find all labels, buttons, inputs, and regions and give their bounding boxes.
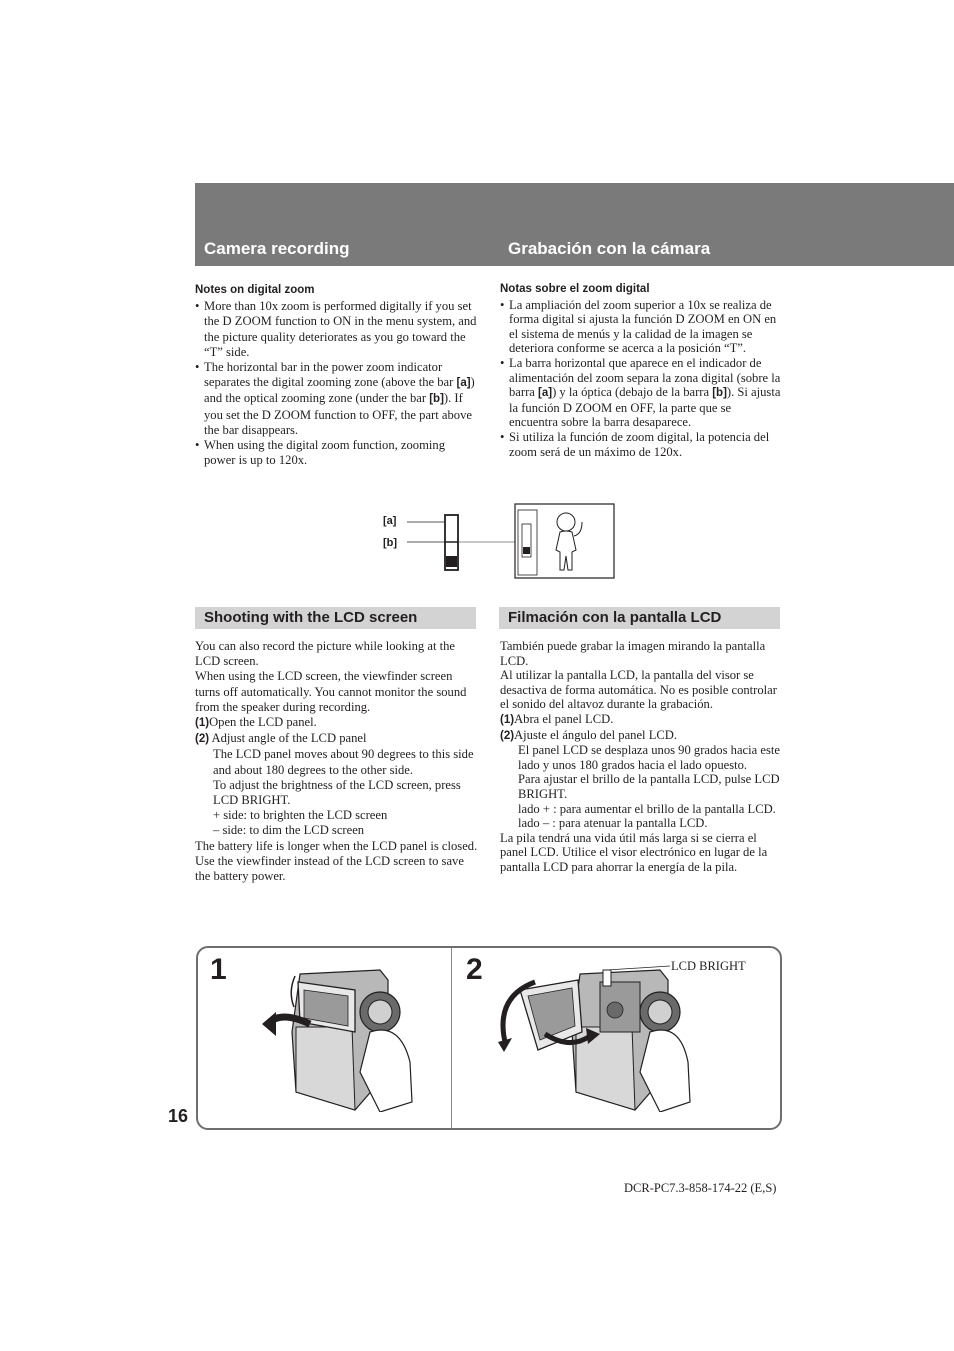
notes-heading-es: Notas sobre el zoom digital [500, 283, 650, 295]
page-number: 16 [168, 1106, 189, 1126]
note-bullet-3: • Si utiliza la función de zoom digital, la potencia del zoom será de un máximo de 120x. [500, 430, 783, 459]
subheading-en: Shooting with the LCD screen [204, 609, 418, 626]
step-number-2: 2 [466, 953, 483, 986]
step-number-1: 1 [210, 953, 227, 986]
camcorder-illustration-1 [260, 962, 420, 1112]
zoom-indicator-illustration [400, 500, 620, 585]
lcd-text-en [195, 639, 478, 884]
paragraph: You can also record the picture while looking at the LCD screen. [195, 639, 455, 669]
step-detail: lado + : para aumentar el brillo de la pantalla LCD. [518, 801, 776, 816]
zoom-label-b: [b] [383, 537, 398, 549]
notes-es [500, 282, 783, 459]
lcd-text-es [500, 639, 783, 875]
zoom-label-a: [a] [383, 515, 397, 527]
step-1: (1)Abra el panel LCD. [500, 711, 614, 726]
step-detail: The LCD panel moves about 90 degrees to this side and about 180 degrees to the other side. [213, 747, 474, 777]
step-detail: lado – : para atenuar la pantalla LCD. [518, 816, 708, 831]
footer-code: DCR-PC7.3-858-174-22 (E,S) [624, 1181, 777, 1195]
note-bullet-3: • When using the digital zoom function, zooming power is up to 120x. [195, 438, 478, 468]
step-2: (2) Adjust angle of the LCD panel [195, 731, 367, 746]
paragraph: When using the LCD screen, the viewfinder screen turns off automatically. You cannot monitor the sound from the speaker during recording. [195, 669, 467, 714]
paragraph: Al utilizar la pantalla LCD, la pantalla del visor se desactiva de forma automática. No es posible controlar el sonido del altavoz durante la grabación. [500, 668, 777, 712]
paragraph: The battery life is longer when the LCD panel is closed. Use the viewfinder instead of the LCD screen to save the battery power. [195, 838, 478, 884]
section-title-es: Grabación con la cámara [508, 239, 711, 258]
step-detail: El panel LCD se desplaza unos 90 grados hacia este lado y unos 180 grados hacia el lado opuesto. [518, 743, 780, 772]
note-bullet-1: • More than 10x zoom is performed digitally if you set the D ZOOM function to ON in the menu system, and the picture quality deteriorates as you go toward the “T” side. [195, 299, 478, 360]
note-bullet-1: • La ampliación del zoom superior a 10x se realiza de forma digital si ajusta la función D ZOOM en ON en el sistema de menús y la calidad de la imagen se deteriora conforme se acerca a la posición “T”. [500, 298, 783, 356]
step-1: (1)Open the LCD panel. [195, 715, 317, 730]
note-bullet-2: • The horizontal bar in the power zoom indicator separates the digital zooming zone (above the bar [a]) and the optical zooming zone (under the bar [b]). If you set the D ZOOM function to OFF, the part above the bar disappears. [195, 360, 478, 438]
section-title-en: Camera recording [204, 239, 350, 258]
notes-heading-en: Notes on digital zoom [195, 284, 315, 296]
step-2: (2)Ajuste el ángulo del panel LCD. [500, 727, 678, 742]
panel-divider [451, 948, 452, 1128]
step-detail: To adjust the brightness of the LCD screen, press LCD BRIGHT. [213, 777, 461, 808]
camcorder-illustration-2 [490, 962, 700, 1112]
note-bullet-2: • La barra horizontal que aparece en el indicador de alimentación del zoom separa la zona digital (sobre la barra [a]) y la óptica (debajo de la barra [b]). Si ajusta la función D ZOOM en OFF, la parte que se encuentra sobre la barra desaparece. [500, 356, 783, 430]
subheading-es: Filmación con la pantalla LCD [508, 609, 722, 626]
notes-en [195, 283, 478, 468]
lcd-bright-callout: LCD BRIGHT [671, 959, 746, 973]
step-detail: – side: to dim the LCD screen [213, 823, 365, 838]
step-detail: + side: to brighten the LCD screen [213, 808, 388, 823]
step-detail: Para ajustar el brillo de la pantalla LCD, pulse LCD BRIGHT. [518, 772, 780, 801]
paragraph: También puede grabar la imagen mirando la pantalla LCD. [500, 639, 766, 668]
paragraph: La pila tendrá una vida útil más larga si se cierra el panel LCD. Utilice el visor electrónico en lugar de la pantalla LCD para ahorrar la energía de la pila. [500, 830, 768, 874]
